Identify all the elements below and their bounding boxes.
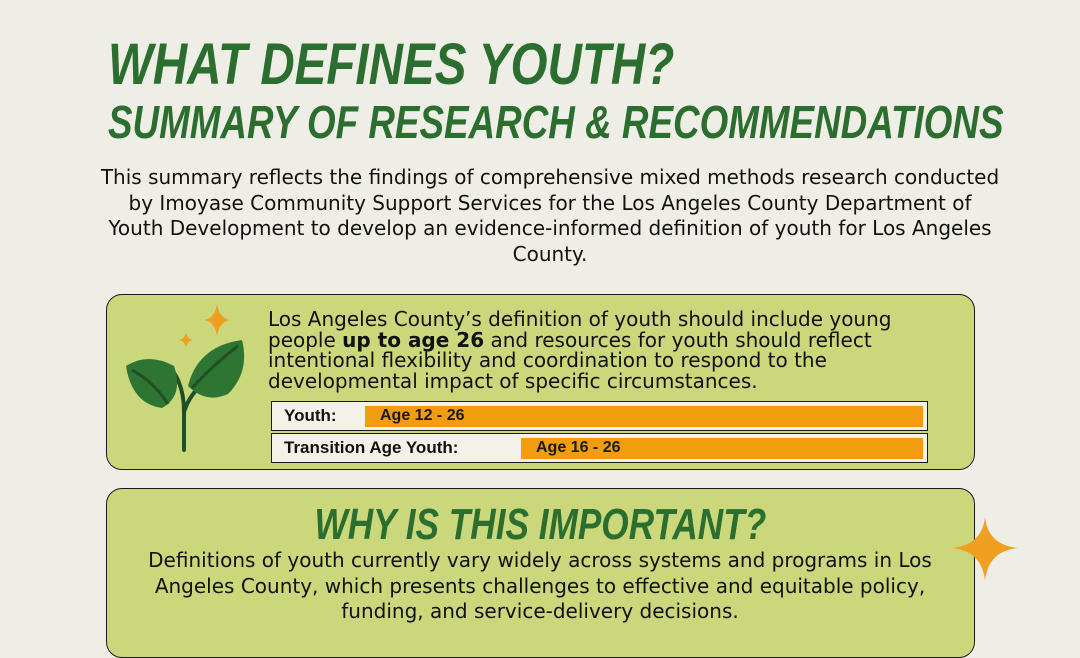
age-range-value: Age 12 - 26 bbox=[380, 407, 465, 424]
age-range-label: Youth: bbox=[284, 406, 337, 425]
page-subtitle: SUMMARY OF RESEARCH & RECOMMENDATIONS bbox=[108, 96, 1004, 148]
age-range-row-transition bbox=[271, 433, 928, 463]
importance-heading: WHY IS THIS IMPORTANT? bbox=[314, 500, 767, 549]
sparkle-icon bbox=[952, 517, 1018, 583]
definition-emphasis: up to age 26 bbox=[342, 327, 485, 352]
definition-text: Los Angeles County’s definition of youth should include young people up to age 26 and resources for youth should reflect intentional flexibility and coordination to respond to the developmental impact of specific circumstances. bbox=[268, 307, 892, 393]
age-range-bar bbox=[521, 438, 923, 459]
age-range-value: Age 16 - 26 bbox=[536, 439, 621, 456]
age-range-label: Transition Age Youth: bbox=[284, 438, 459, 457]
page-title: WHAT DEFINES YOUTH? bbox=[108, 32, 675, 97]
sparkle-icon bbox=[204, 304, 230, 336]
sparkle-icon bbox=[179, 332, 193, 348]
seedling-icon bbox=[118, 300, 253, 455]
intro-paragraph: This summary reflects the findings of comprehensive mixed methods research conducted by Imoyase Community Support Services for the Los Angeles County Department of Youth Development to develop an evidence-informed definition of youth for Los Angeles County. bbox=[100, 165, 1000, 266]
age-range-row-youth bbox=[271, 401, 928, 431]
importance-text: Definitions of youth currently vary widely across systems and programs in Los Angeles County, which presents challenges to effective and equitable policy, funding, and service-delivery decisions. bbox=[148, 548, 932, 623]
age-range-bar bbox=[365, 406, 923, 427]
